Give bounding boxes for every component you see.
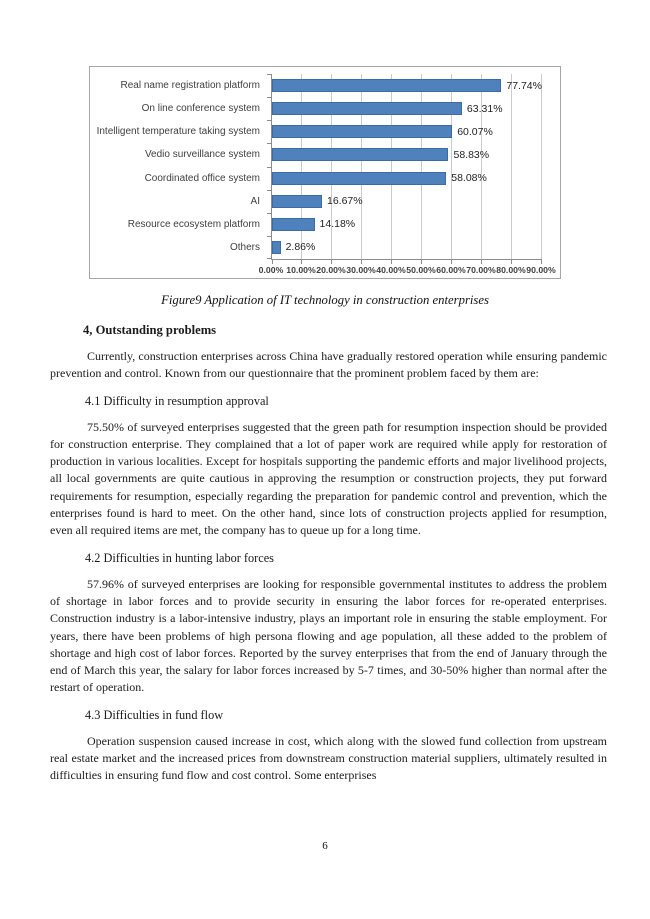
chart-rows [272, 74, 542, 259]
category-axis-tick [267, 213, 271, 214]
bar-row [272, 190, 542, 213]
bar-row [272, 74, 542, 97]
chart-bar [272, 172, 446, 185]
x-axis-tick-label: 0.00% [258, 265, 284, 275]
chart-bar [272, 125, 452, 138]
x-axis-tick [361, 260, 362, 264]
category-label: Vedio surveillance system [144, 149, 260, 161]
category-label: Coordinated office system [144, 172, 260, 184]
chart-bar [272, 102, 462, 115]
x-axis-tick-label: 20.00% [316, 265, 346, 275]
x-axis-tick-label: 40.00% [376, 265, 406, 275]
x-axis-tick-label: 60.00% [436, 265, 466, 275]
section-heading: 4, Outstanding problems [83, 323, 217, 337]
category-axis-tick [267, 97, 271, 98]
chart-bar [272, 241, 281, 254]
chart-bar [272, 148, 448, 161]
category-label: AI [250, 195, 260, 207]
category-axis-tick [267, 190, 271, 191]
chart-plot [271, 74, 542, 260]
x-axis-tick-label: 80.00% [496, 265, 526, 275]
bar-row [272, 213, 542, 236]
category-label: Resource ecosystem platform [127, 218, 260, 230]
bar-chart [89, 66, 561, 279]
x-axis-tick [541, 260, 542, 264]
category-label: Others [229, 241, 260, 253]
x-axis-tick [331, 260, 332, 264]
value-label: 58.83% [453, 148, 490, 161]
x-axis-tick-label: 30.00% [346, 265, 376, 275]
category-axis-tick [267, 236, 271, 237]
page-number: 6 [322, 840, 328, 852]
paragraph: 75.50% of surveyed enterprises suggested that the green path for resumption inspection should be provided for construction enterprise. They complained that a lot of paper work are required while apply for restoration of production in various localities. Except for hospitals supporting the pandemic efforts and major livelihood projects, all local governments are quite cautious in approving the resumption or construction projects, they put forward requirements for resumption, especially regarding the preparation for pandemic control and prevention, which the enterprises found is hard to meet. On the other hand, since lots of construction projects applied for resumption, even all required items are met, the company has to queue up for a long time. [50, 419, 607, 538]
value-label: 58.08% [451, 172, 487, 185]
category-axis-tick [267, 143, 271, 144]
subsection-heading-4-2: 4.2 Difficulties in hunting labor forces [85, 550, 274, 565]
x-axis-tick [481, 260, 482, 264]
subsection-heading-4-3: 4.3 Difficulties in fund flow [85, 707, 224, 722]
x-axis-tick [301, 260, 302, 264]
paragraph: Operation suspension caused increase in cost, which along with the slowed fund collection from upstream real estate market and the increased prices from downstream construction material suppliers, ultimately resulted in difficulties in ensuring fund flow and cost control. Some enterprises [50, 733, 607, 783]
x-axis-tick [391, 260, 392, 264]
value-label: 14.18% [319, 218, 356, 231]
value-label: 77.74% [506, 79, 542, 92]
category-axis-tick [267, 258, 271, 259]
chart-categories [90, 74, 266, 259]
x-axis-tick [451, 260, 452, 264]
chart-xaxis [258, 265, 556, 277]
category-label: On line conference system [141, 103, 260, 115]
value-label: 16.67% [327, 195, 363, 208]
paragraph: Currently, construction enterprises across China have gradually restored operation while ensuring pandemic prevention and control. Known from our questionnaire that the prominent problem faced by them are: [50, 349, 607, 381]
x-axis-tick [511, 260, 512, 264]
x-axis-tick [421, 260, 422, 264]
bar-row [272, 236, 542, 259]
chart-bar [272, 218, 315, 231]
value-label: 63.31% [466, 102, 503, 115]
value-label: 60.07% [457, 125, 493, 138]
category-axis-tick [267, 74, 271, 75]
x-axis-tick-label: 90.00% [526, 265, 556, 275]
chart-bar [272, 79, 501, 92]
category-label: Intelligent temperature taking system [96, 126, 260, 138]
chart-bar [272, 195, 322, 208]
subsection-heading-4-1: 4.1 Difficulty in resumption approval [85, 393, 269, 408]
bar-row [272, 143, 542, 166]
x-axis-tick-label: 10.00% [286, 265, 316, 275]
bar-row [272, 120, 542, 143]
x-axis-tick-label: 70.00% [466, 265, 496, 275]
category-axis-tick [267, 167, 271, 168]
figure-caption: Figure9 Application of IT technology in construction enterprises [161, 293, 489, 307]
x-axis-tick [272, 260, 273, 264]
category-axis-tick [267, 120, 271, 121]
category-label: Real name registration platform [120, 80, 260, 92]
paragraph: 57.96% of surveyed enterprises are looking for responsible governmental institutes to address the problem of shortage in labor forces and to provide security in ensuring the labor forces for re-operated enterprises. Construction industry is a labor-intensive industry, plays an important role in ensuring the stable employment. For years, there have been problems of high persona flowing and age population, all these added to the problem of shortage and high cost of labor forces. Reported by the survey enterprises that from the end of January through the end of March this year, the salary for labor forces increased by 5-7 times, and 30-50% higher than normal after the restart of operation. [50, 576, 607, 695]
body-text [50, 315, 607, 785]
x-axis-tick-label: 50.00% [406, 265, 436, 275]
bar-row [272, 97, 542, 120]
bar-row [272, 167, 542, 190]
value-label: 2.86% [285, 241, 316, 254]
